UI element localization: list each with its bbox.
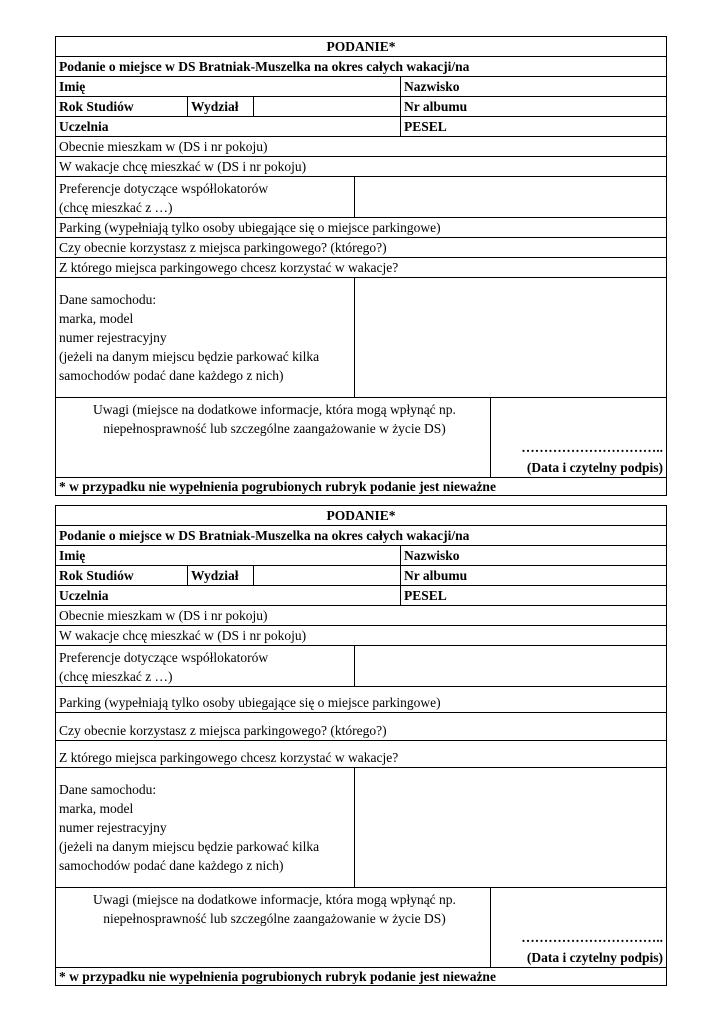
form-footer-note: * w przypadku nie wypełnienia pogrubionych rubryk podanie jest nieważne xyxy=(59,969,496,984)
remarks-row xyxy=(56,398,666,478)
roommate-preferences-label: Preferencje dotyczące współlokatorów (chcę mieszkać z …) xyxy=(59,650,269,684)
current-parking-field[interactable]: Czy obecnie korzystasz z miejsca parkingowego? (którego?) xyxy=(56,713,666,741)
name-row xyxy=(56,546,666,566)
car-details-row xyxy=(56,768,666,888)
current-parking-field[interactable]: Czy obecnie korzystasz z miejsca parkingowego? (którego?) xyxy=(56,238,666,258)
university-field[interactable]: Uczelnia xyxy=(59,119,109,134)
holiday-parking-field[interactable]: Z którego miejsca parkingowego chcesz korzystać w wakacje? xyxy=(56,258,666,278)
form-subtitle: Podanie o miejsce w DS Bratniak-Muszelka na okres całych wakacji/na xyxy=(59,59,470,74)
album-number-field[interactable]: Nr albumu xyxy=(400,97,666,116)
form-subtitle: Podanie o miejsce w DS Bratniak-Muszelka na okres całych wakacji/na xyxy=(59,528,470,543)
form-title-row xyxy=(56,506,666,526)
parking-header: Parking (wypełniają tylko osoby ubiegające się o miejsce parkingowe) xyxy=(56,218,666,238)
university-row xyxy=(56,117,666,137)
remarks-label: Uwagi (miejsce na dodatkowe informacje, która mogą wpłynąć np. niepełnosprawność lub szczególne zaangażowanie w życie DS) xyxy=(93,892,456,926)
last-name-field[interactable]: Nazwisko xyxy=(400,546,666,565)
car-details-label: Dane samochodu: marka, model numer rejestracyjny (jeżeli na danym miejscu będzie parkować kilka samochodów podać dane każdego z nich) xyxy=(59,292,320,383)
form-title: PODANIE* xyxy=(326,508,396,523)
roommate-preferences-row xyxy=(56,646,666,687)
form-title-row xyxy=(56,37,666,57)
signature-dots: ………………………….. xyxy=(521,930,663,945)
roommate-preferences-label: Preferencje dotyczące współlokatorów (chcę mieszkać z …) xyxy=(59,181,269,215)
faculty-label: Wydział xyxy=(187,97,253,116)
university-row xyxy=(56,586,666,606)
roommate-preferences-row xyxy=(56,177,666,218)
year-label: Rok Studiów xyxy=(59,568,134,583)
roommate-preferences-field[interactable] xyxy=(354,177,666,217)
signature-dots: ………………………….. xyxy=(521,440,663,455)
form-footer-note: * w przypadku nie wypełnienia pogrubionych rubryk podanie jest nieważne xyxy=(59,479,496,494)
remarks-row xyxy=(56,888,666,968)
signature-field[interactable] xyxy=(490,398,666,477)
faculty-label: Wydział xyxy=(187,566,253,585)
form-subtitle-row xyxy=(56,526,666,546)
faculty-field[interactable] xyxy=(253,566,400,585)
signature-caption: (Data i czytelny podpis) xyxy=(526,460,663,475)
current-room-field[interactable]: Obecnie mieszkam w (DS i nr pokoju) xyxy=(56,606,666,626)
last-name-field[interactable]: Nazwisko xyxy=(400,77,666,96)
holiday-room-field[interactable]: W wakacje chcę mieszkać w (DS i nr pokoju) xyxy=(56,626,666,646)
car-details-field[interactable] xyxy=(354,278,666,397)
first-name-field[interactable]: Imię xyxy=(59,548,86,563)
name-row xyxy=(56,77,666,97)
study-row xyxy=(56,97,666,117)
pesel-field[interactable]: PESEL xyxy=(400,117,666,136)
holiday-parking-field[interactable]: Z którego miejsca parkingowego chcesz korzystać w wakacje? xyxy=(56,741,666,768)
car-details-field[interactable] xyxy=(354,768,666,887)
car-details-label: Dane samochodu: marka, model numer rejestracyjny (jeżeli na danym miejscu będzie parkować kilka samochodów podać dane każdego z nich) xyxy=(59,782,320,873)
study-row xyxy=(56,566,666,586)
remarks-label: Uwagi (miejsce na dodatkowe informacje, która mogą wpłynąć np. niepełnosprawność lub szczególne zaangażowanie w życie DS) xyxy=(93,402,456,436)
signature-caption: (Data i czytelny podpis) xyxy=(526,950,663,965)
holiday-room-field[interactable]: W wakacje chcę mieszkać w (DS i nr pokoju) xyxy=(56,157,666,177)
university-field[interactable]: Uczelnia xyxy=(59,588,109,603)
pesel-field[interactable]: PESEL xyxy=(400,586,666,605)
application-form-2 xyxy=(55,505,667,986)
current-room-field[interactable]: Obecnie mieszkam w (DS i nr pokoju) xyxy=(56,137,666,157)
album-number-field[interactable]: Nr albumu xyxy=(400,566,666,585)
application-form-1 xyxy=(55,36,667,496)
roommate-preferences-field[interactable] xyxy=(354,646,666,686)
form-title: PODANIE* xyxy=(326,39,396,54)
year-label: Rok Studiów xyxy=(59,99,134,114)
first-name-field[interactable]: Imię xyxy=(59,79,86,94)
car-details-row xyxy=(56,278,666,398)
signature-field[interactable] xyxy=(490,888,666,967)
faculty-field[interactable] xyxy=(253,97,400,116)
form-subtitle-row xyxy=(56,57,666,77)
parking-header: Parking (wypełniają tylko osoby ubiegające się o miejsce parkingowe) xyxy=(56,687,666,713)
